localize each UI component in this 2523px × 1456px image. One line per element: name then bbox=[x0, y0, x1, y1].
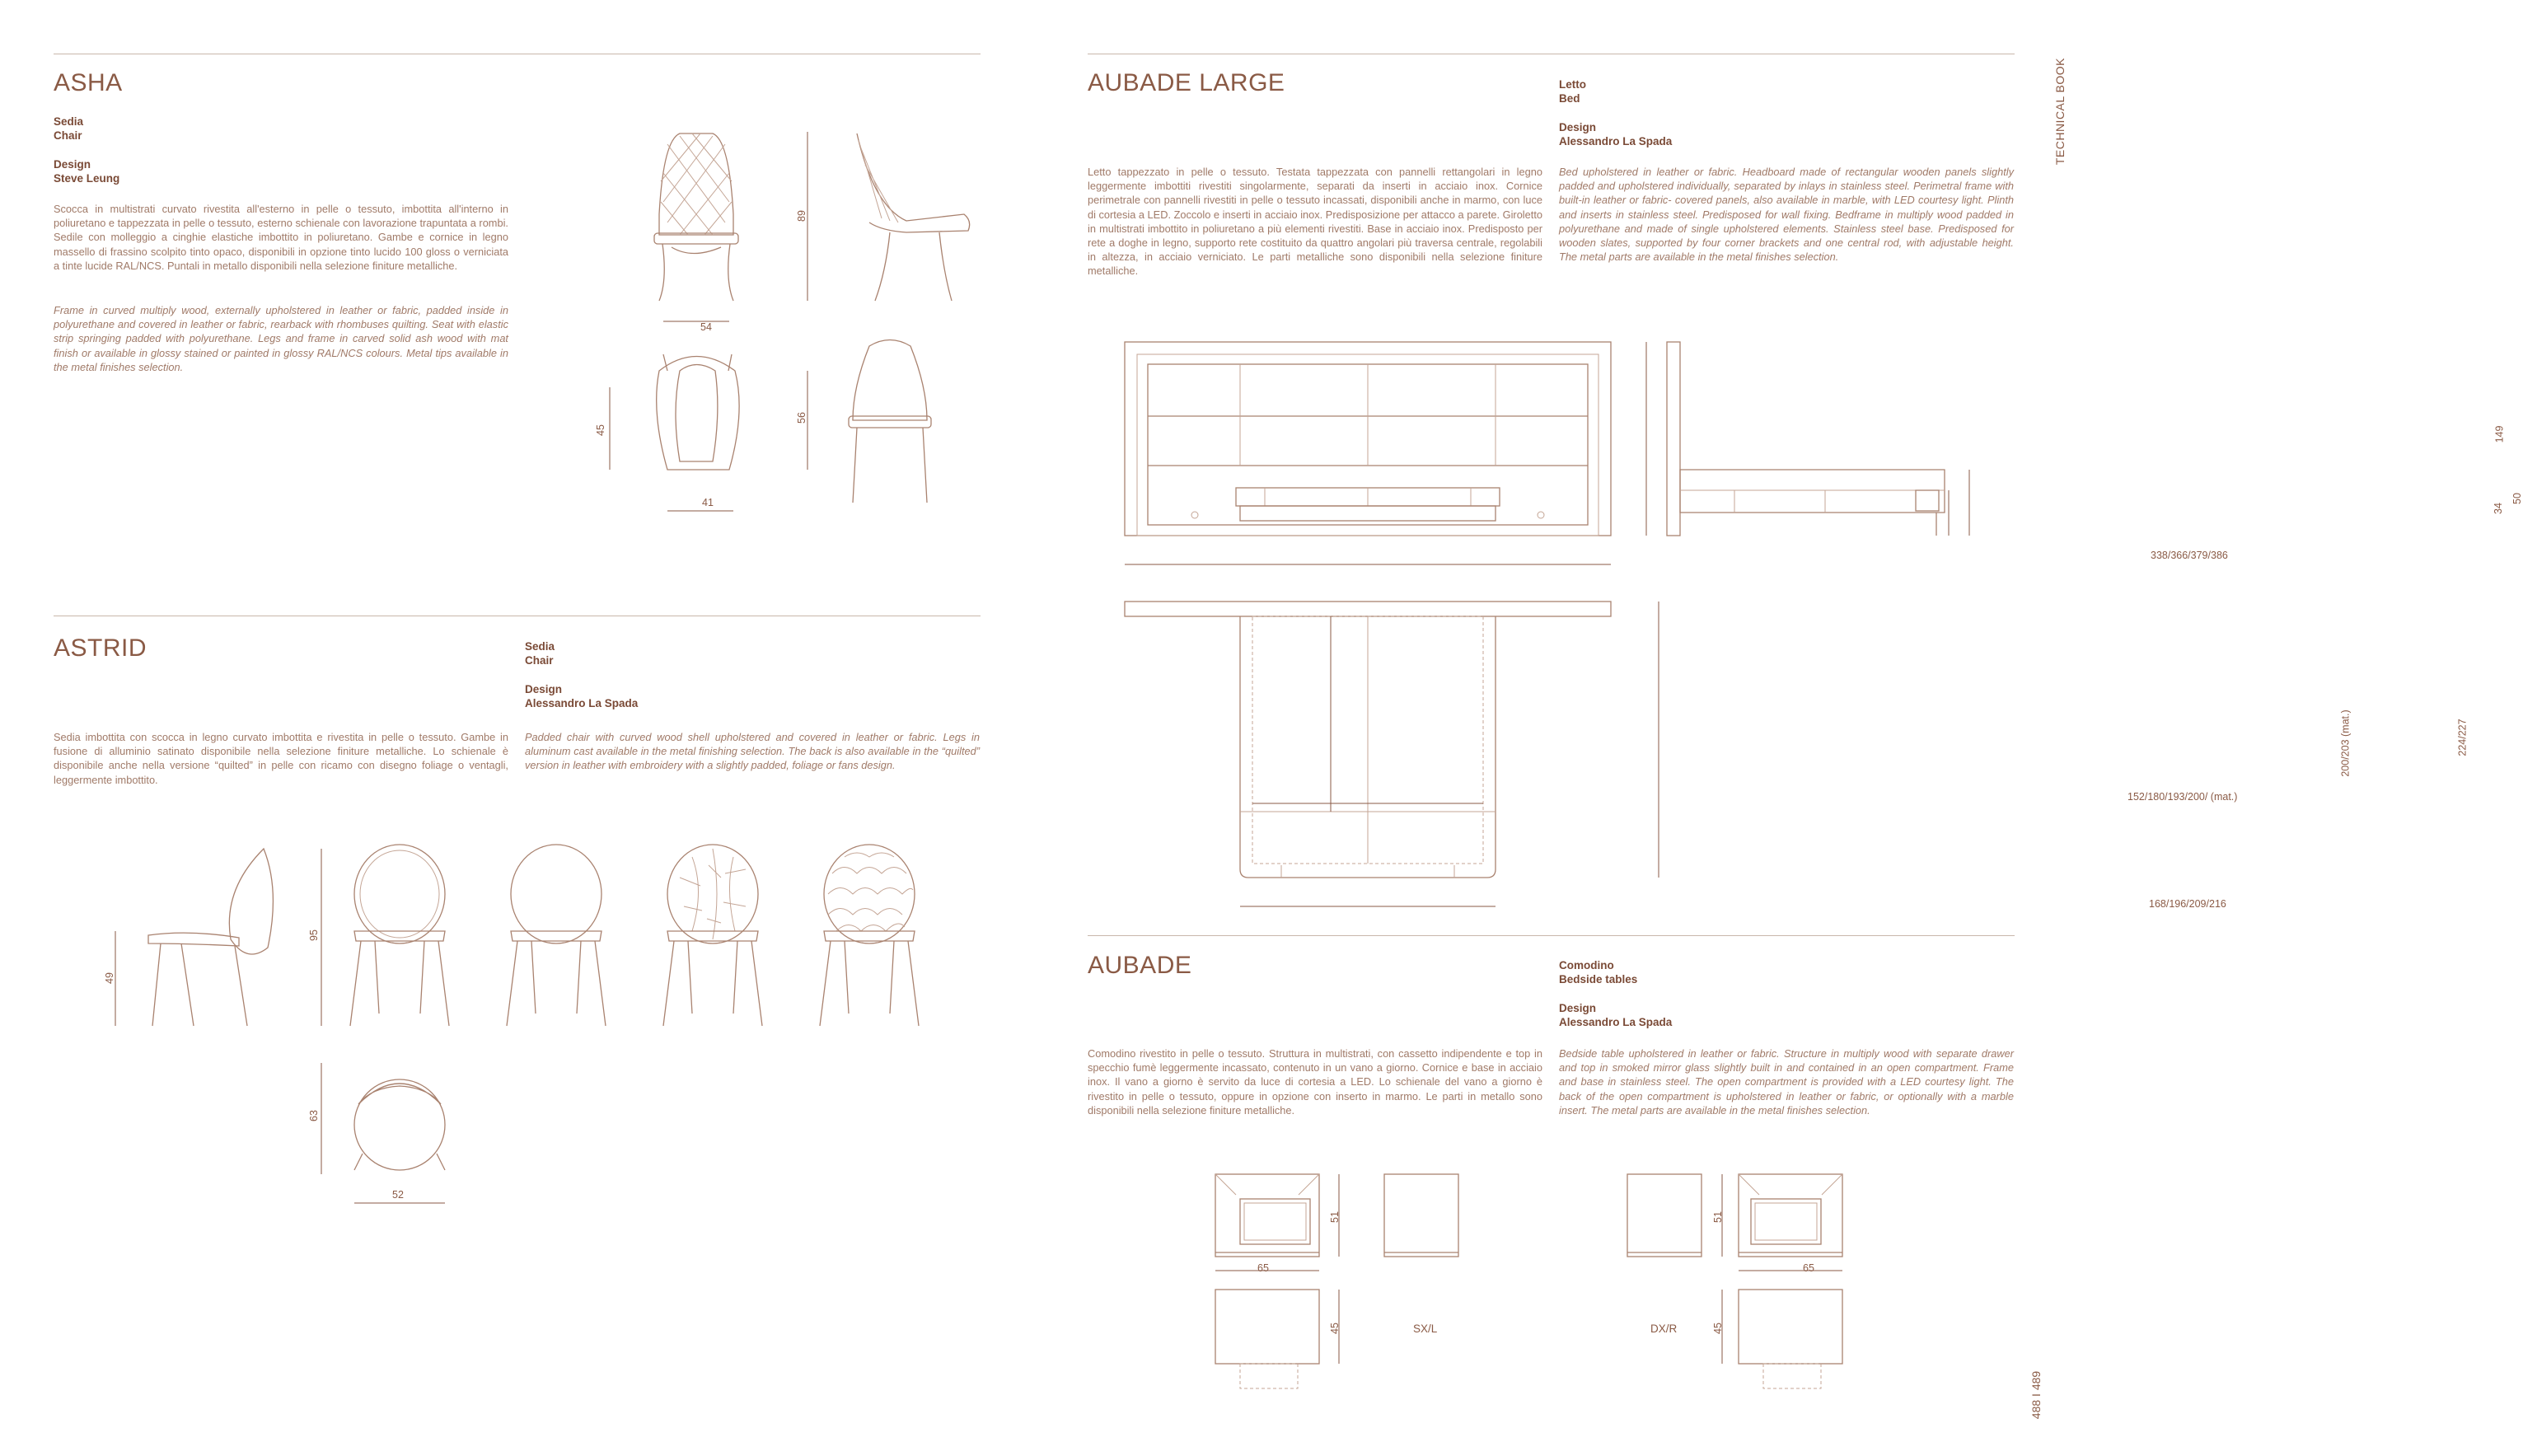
bedside-dim-depth-left: 45 bbox=[1328, 1323, 1341, 1334]
asha-description-it: Scocca in multistrati curvato rivestita all'esterno in pelle o tessuto, imbottita all'interno in poliuretano e tappezzata in pelle o tessuto, esterno schienale con lavorazione trapuntata a rombi. Sedile con molleggio a cinghie elastiche imbottito in poliuretano. Gambe e cornice in legno massello di frassino scolpito tinto opaco, disponibili in opzione tinto lucido 100 gloss o verniciata a tinte lucide RAL/NCS. Puntali in metallo disponibili nella selezione finiture metalliche. bbox=[54, 203, 508, 272]
asha-dim-width-2: 41 bbox=[702, 497, 714, 508]
astrid-fans-view bbox=[820, 845, 919, 1026]
aubade-description-en: Bedside table upholstered in leather or fabric. Structure in multiply wood with separate drawer and top in smoked mirror glass slightly built in and contained in an open compartment. Frame and base in stainless steel. The open compartment is provided with a LED courtesy light. The back of the open compartment is upholstered in leather or fabric, or optionally with a marble insert. The metal parts are available in the metal finishes selection. bbox=[1559, 1047, 2014, 1117]
aubade-meta bbox=[1559, 958, 1672, 1029]
aubade-large-type-it: Letto bbox=[1559, 78, 1586, 91]
asha-dim-height: 89 bbox=[795, 210, 807, 222]
bedside-dim-width-right: 65 bbox=[1803, 1262, 1814, 1274]
bedside-right-top bbox=[1739, 1290, 1842, 1388]
astrid-dim-total-height: 95 bbox=[307, 929, 320, 941]
bedside-dim-height-right: 51 bbox=[1711, 1211, 1724, 1223]
bedside-right-side bbox=[1627, 1174, 1702, 1257]
bed-dim-side-b: 50 bbox=[2511, 493, 2523, 504]
aubade-large-description-it: Letto tappezzato in pelle o tessuto. Testata tappezzata con pannelli rettangolari in legno leggermente imbottiti rivestiti singolarmente, separati da inserti in acciaio inox. Cornice perimetrale con pannelli rivestiti in pelle o tessuto incassati, disponibili anche in marmo, con luce di cortesia a LED. Zoccolo e inserti in acciaio inox. Predisposizione per attacco a parete. Giroletto in multistrati imbottito in poliuretano a più elementi rivestiti. Base in acciaio inox. Predisposto per rete a doghe in legno, supporto rete costituito da quattro angolari più traversa centrale, regolabili in altezza, in acciaio verniciato. Le parti metalliche sono disponibili nella selezione finiture metalliche. bbox=[1088, 166, 1542, 278]
aubade-type-en: Bedside tables bbox=[1559, 973, 1638, 985]
bedside-dim-depth-right: 45 bbox=[1711, 1323, 1724, 1334]
asha-meta bbox=[54, 115, 119, 185]
astrid-dim-width: 52 bbox=[392, 1189, 404, 1201]
bedside-dim-height-left: 51 bbox=[1328, 1211, 1341, 1223]
asha-description-en: Frame in curved multiply wood, externally upholstered in leather or fabric, padded inside in polyurethane and covered in leather or fabric, rearback with rhombuses quilting. Seat with elastic strip springing padded with polyurethane. Legs and frame in carved solid ash wood with mat finish or available in glossy stained or painted in glossy RAL/NCS colours. Metal tips available in the metal finishes selection. bbox=[54, 304, 508, 373]
astrid-type-it: Sedia bbox=[525, 640, 555, 653]
bed-dim-width: 338/366/379/386 bbox=[2151, 550, 2228, 561]
astrid-designer: Alessandro La Spada bbox=[525, 697, 639, 709]
aubade-large-description-en: Bed upholstered in leather or fabric. Headboard made of rectangular wooden panels slightly padded and upholstered individually, separated by inlays in stainless steel. Perimetral frame with built-in leather or fabric- covered panels, also available in marble, with LED courtesy light. Plinth and inserts in stainless steel. Predisposed for wall fixing. Bedframe in multiply wood padded in polyurethane and made of single upholstered elements. Stainless steel base. Predisposed for wooden slates, supported by four corner brackets and one central rod, with adjustable height. The metal parts are available in the metal finishes selection. bbox=[1559, 166, 2014, 264]
astrid-description-en: Padded chair with curved wood shell upholstered and covered in leather or fabric. Legs in aluminum cast available in the metal finishing selection. The back is also available in the “quilted” version in leather with embroidery with a slightly padded, foliage or fans design. bbox=[525, 731, 980, 772]
bed-side-view bbox=[1667, 342, 1945, 536]
asha-title: ASHA bbox=[54, 69, 123, 96]
bedside-label-left: SX/L bbox=[1413, 1323, 1438, 1335]
aubade-designer: Alessandro La Spada bbox=[1559, 1016, 1673, 1028]
aubade-large-meta bbox=[1559, 77, 1672, 148]
astrid-design-label: Design bbox=[525, 683, 563, 695]
bedside-left-top bbox=[1215, 1290, 1319, 1388]
bed-dim-bed-width: 168/196/209/216 bbox=[2149, 898, 2226, 910]
aubade-large-design-label: Design bbox=[1559, 121, 1597, 133]
asha-dim-width: 54 bbox=[700, 321, 712, 333]
bedside-right-front bbox=[1739, 1174, 1842, 1257]
bed-front-view bbox=[1125, 342, 1611, 536]
aubade-type-it: Comodino bbox=[1559, 959, 1614, 971]
bed-dim-height: 149 bbox=[2493, 425, 2506, 443]
bed-dim-mattress-width: 152/180/193/200/ (mat.) bbox=[2127, 791, 2238, 803]
asha-drawings bbox=[643, 124, 989, 519]
aubade-large-designer: Alessandro La Spada bbox=[1559, 135, 1673, 147]
bed-plan-view bbox=[1125, 602, 1611, 878]
asha-designer: Steve Leung bbox=[54, 172, 120, 185]
asha-dim-seat: 56 bbox=[795, 412, 807, 424]
asha-top-view bbox=[657, 354, 739, 470]
asha-type-en: Chair bbox=[54, 129, 82, 142]
aubade-title: AUBADE bbox=[1088, 952, 1192, 979]
asha-front-view bbox=[654, 133, 738, 301]
astrid-dim-depth: 63 bbox=[307, 1110, 320, 1121]
bedside-dim-width-left: 65 bbox=[1257, 1262, 1269, 1274]
technical-book-label: TECHNICAL BOOK bbox=[2053, 58, 2067, 166]
asha-type-it: Sedia bbox=[54, 115, 84, 128]
bedside-left-side bbox=[1384, 1174, 1458, 1257]
astrid-meta bbox=[525, 639, 638, 710]
astrid-side-view bbox=[148, 849, 273, 1026]
bed-drawings bbox=[1125, 338, 1949, 915]
astrid-foliage-view bbox=[663, 845, 762, 1026]
astrid-type-en: Chair bbox=[525, 654, 554, 667]
bedside-left-front bbox=[1215, 1174, 1319, 1257]
section-rule bbox=[1088, 935, 2015, 936]
asha-side-view bbox=[857, 133, 970, 301]
astrid-top-view bbox=[354, 1079, 445, 1170]
bed-dim-mattress-length: 200/203 (mat.) bbox=[2339, 709, 2352, 777]
aubade-description-it: Comodino rivestito in pelle o tessuto. Struttura in multistrati, con cassetto indipendente e top in specchio fumè leggermente incassato, contenuto in un vano a giorno. Cornice e base in acciaio inox. Il vano a giorno è servito da luce di cortesia a LED. Lo schienale del vano a giorno è rivestito in pelle o tessuto, oppure in opzione con inserto in marmo. Le parti in metallo sono disponibili nella selezione finiture metalliche. bbox=[1088, 1047, 1542, 1117]
aubade-large-type-en: Bed bbox=[1559, 92, 1580, 105]
astrid-description-it: Sedia imbottita con scocca in legno curvato imbottita e rivestita in pelle o tessuto. Gambe in fusione di alluminio satinato disponibile nella selezione finiture metalliche. Lo schienale è disponibile anche nella versione “quilted” in pelle con ricamo con disegno foliage o ventagli, leggermente imbottito. bbox=[54, 731, 508, 786]
bed-dim-side-a: 34 bbox=[2492, 503, 2504, 514]
astrid-drawings bbox=[115, 840, 939, 1211]
astrid-dim-seat-height: 49 bbox=[103, 972, 115, 984]
asha-dim-depth: 45 bbox=[594, 424, 606, 436]
bedside-label-right: DX/R bbox=[1650, 1323, 1678, 1335]
right-page bbox=[1030, 0, 2523, 1456]
bedside-drawings bbox=[1211, 1170, 1969, 1409]
aubade-large-title: AUBADE LARGE bbox=[1088, 69, 1285, 96]
astrid-front-view bbox=[350, 845, 449, 1026]
aubade-design-label: Design bbox=[1559, 1002, 1597, 1014]
bed-dim-length: 224/227 bbox=[2456, 719, 2469, 756]
page-numbers: 488 I 489 bbox=[2029, 1370, 2043, 1420]
left-page bbox=[0, 0, 1030, 1456]
astrid-title: ASTRID bbox=[54, 634, 147, 662]
asha-design-label: Design bbox=[54, 158, 91, 171]
asha-back-view bbox=[849, 340, 931, 503]
astrid-back-view bbox=[507, 845, 606, 1026]
